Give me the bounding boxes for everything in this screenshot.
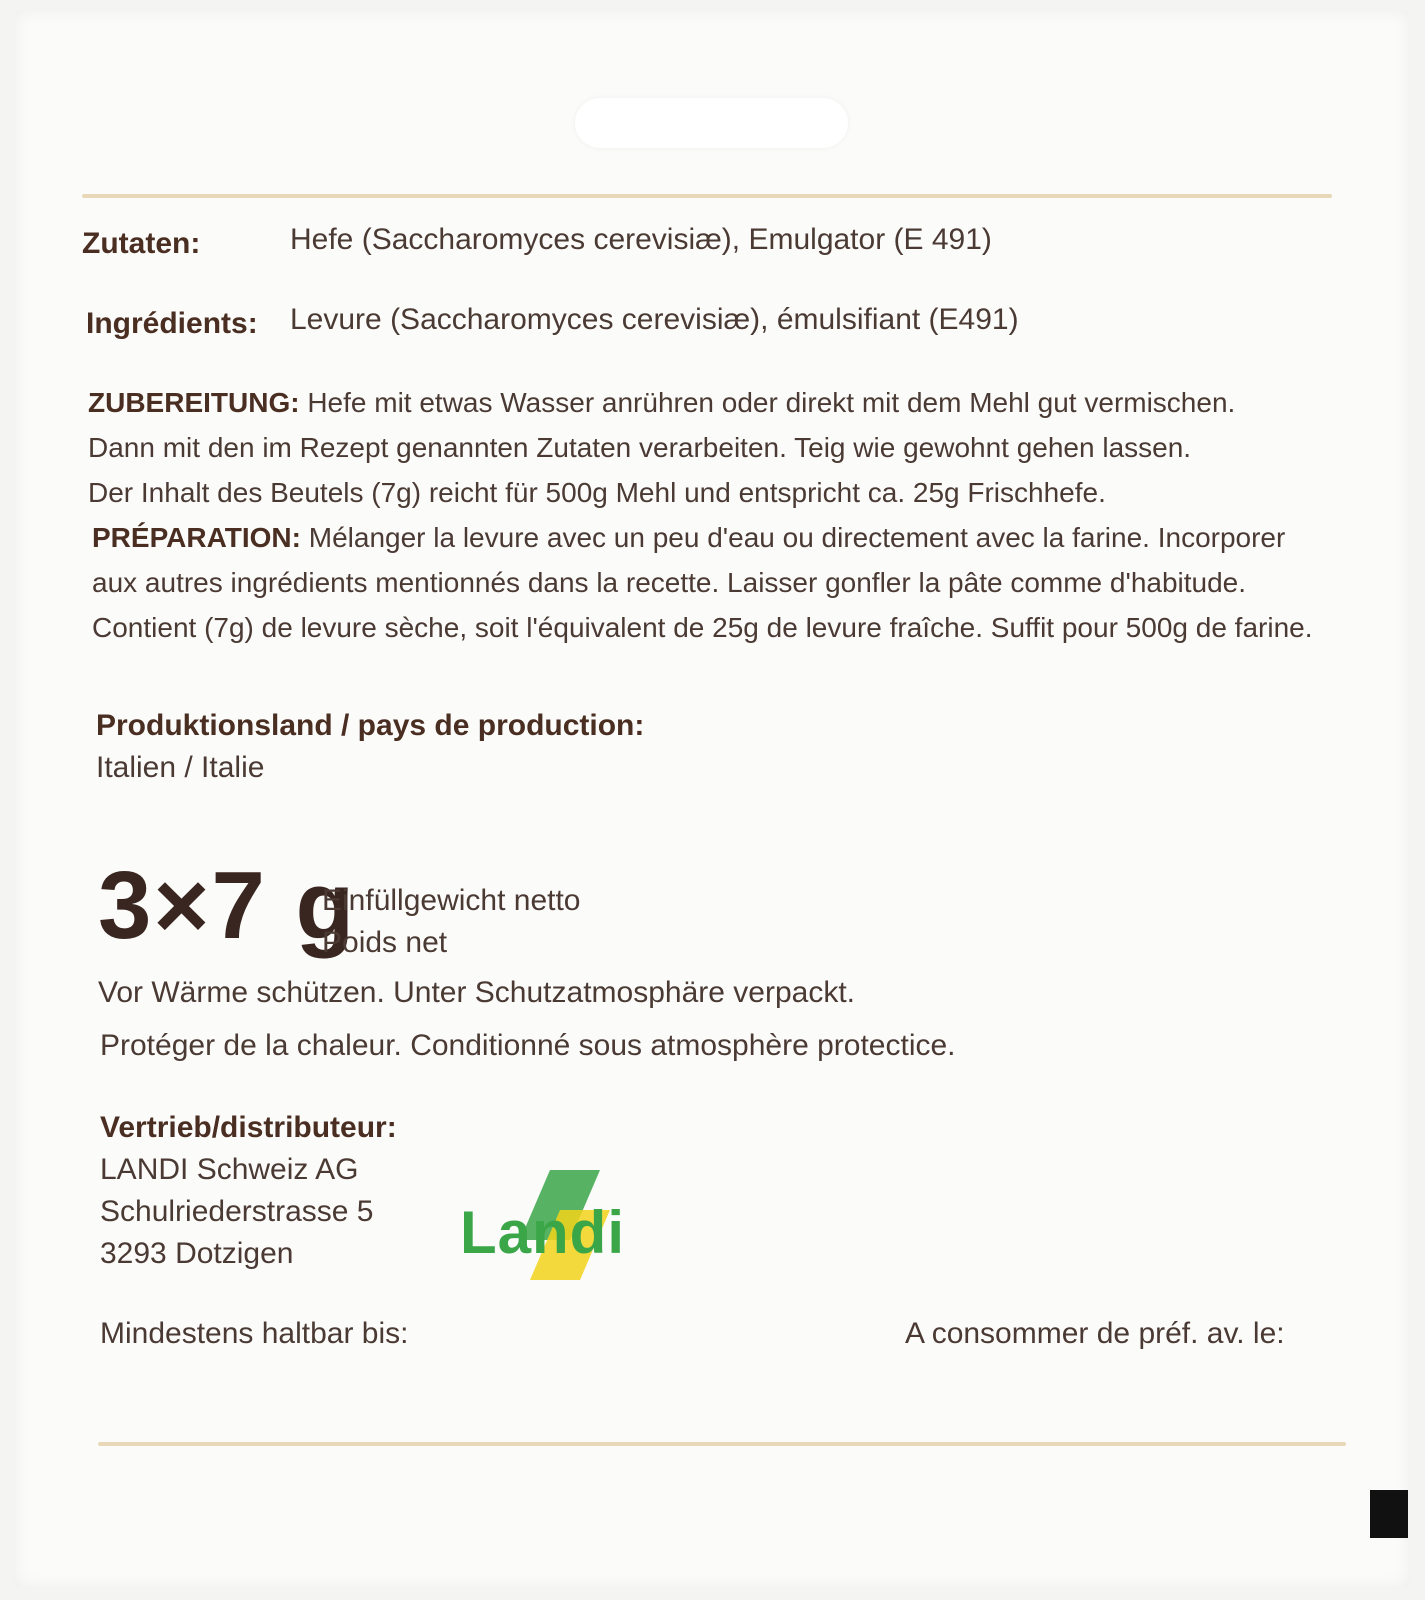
preparation-fr-line-3: Contient (7g) de levure sèche, soit l'équivalent de 25g de levure fraîche. Suffit pour 500g de farine.: [92, 612, 1313, 643]
top-seal-seam: [82, 194, 1332, 198]
net-weight-fr: Poids net: [322, 926, 448, 959]
preparation-de: [88, 380, 1338, 515]
distributor-label: Vertrieb/distributeur:: [100, 1111, 397, 1144]
ingredients-de-label: Zutaten:: [82, 227, 201, 260]
landi-logo-word: Landi: [460, 1199, 625, 1266]
preparation-de-line-3: Der Inhalt des Beutels (7g) reicht für 500g Mehl und entspricht ca. 25g Frischhefe.: [88, 477, 1106, 508]
origin-value: Italien / Italie: [96, 751, 265, 784]
distributor-name: LANDI Schweiz AG: [100, 1153, 359, 1186]
preparation-fr: [92, 515, 1342, 650]
bottom-seal-seam: [98, 1442, 1346, 1446]
ingredients-fr-text: Levure (Saccharomyces cerevisiæ), émulsifiant (E491): [290, 303, 1019, 336]
distributor-street: Schulriederstrasse 5: [100, 1195, 374, 1228]
storage-fr: Protéger de la chaleur. Conditionné sous atmosphère protectice.: [100, 1029, 956, 1062]
origin-label: Produktionsland / pays de production:: [96, 709, 645, 742]
storage-de: Vor Wärme schützen. Unter Schutzatmosphäre verpackt.: [98, 976, 855, 1009]
ingredients-de-text: Hefe (Saccharomyces cerevisiæ), Emulgator (E 491): [290, 223, 992, 256]
preparation-fr-lead: PRÉPARATION:: [92, 522, 301, 553]
preparation-fr-line-2: aux autres ingrédients mentionnés dans la recette. Laisser gonfler la pâte comme d'habitude.: [92, 567, 1247, 598]
net-weight-de: Einfüllgewicht netto: [322, 884, 581, 917]
best-before-fr: A consommer de préf. av. le:: [905, 1317, 1285, 1350]
preparation-de-line-2: Dann mit den im Rezept genannten Zutaten verarbeiten. Teig wie gewohnt gehen lassen.: [88, 432, 1192, 463]
net-weight-labels: [322, 880, 581, 964]
ingredients-fr-label: Ingrédients:: [86, 307, 258, 340]
preparation-de-line-1: [88, 380, 1338, 425]
preparation-fr-line-1: [92, 515, 1342, 560]
preparation-fr-text-1: Mélanger la levure avec un peu d'eau ou directement avec la farine. Incorporer: [308, 522, 1286, 553]
distributor-city: 3293 Dotzigen: [100, 1237, 294, 1270]
print-registration-mark: [1370, 1490, 1408, 1538]
landi-logo: [460, 1170, 640, 1280]
best-before-de: Mindestens haltbar bis:: [100, 1317, 409, 1350]
preparation-de-text-1: Hefe mit etwas Wasser anrühren oder direkt mit dem Mehl gut vermischen.: [307, 387, 1236, 418]
hang-slot: [575, 98, 848, 148]
preparation-de-lead: ZUBEREITUNG:: [88, 387, 300, 418]
net-weight-amount: 3×7 g: [98, 852, 357, 959]
